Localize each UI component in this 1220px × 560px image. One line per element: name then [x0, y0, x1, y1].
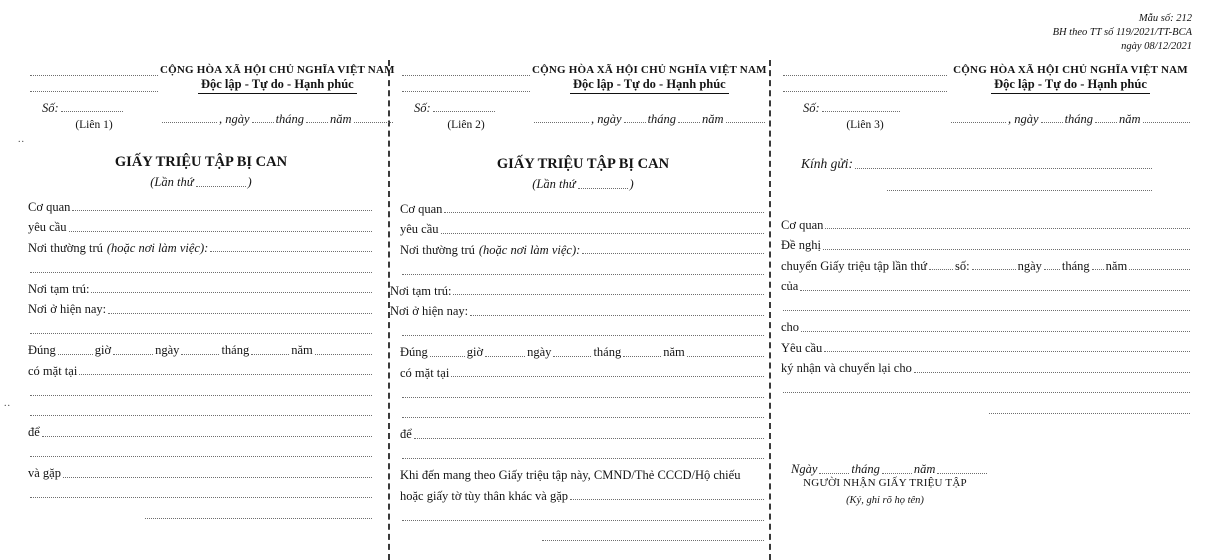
dotted-blank [914, 372, 1190, 373]
dotted-blank [485, 356, 525, 357]
so-line [400, 95, 532, 116]
dotted-blank [1092, 269, 1104, 270]
dotted-blank [42, 436, 372, 437]
field-label: Đúng [400, 345, 428, 359]
header-right [532, 62, 767, 142]
date-line [532, 106, 767, 127]
blank-line-indented [143, 502, 374, 523]
dotted-blank [1044, 269, 1060, 270]
dotted-blank [783, 310, 1190, 311]
dotted-blank [451, 376, 764, 377]
dotted-blank [801, 331, 1190, 332]
field-label: số: [954, 258, 970, 273]
field-label: ngày [155, 343, 180, 357]
dotted-blank [402, 397, 764, 398]
field-label: yêu cầu [400, 222, 439, 236]
field-label: Nơi tạm trú: [28, 281, 90, 296]
lan-thu-label: (Lần thứ [150, 175, 194, 189]
copy-column-2 [390, 62, 767, 545]
dotted-blank [252, 122, 274, 123]
bring-note-line-1 [400, 463, 766, 484]
dotted-blank [824, 351, 1190, 352]
header-right [949, 62, 1192, 142]
field-label: của [781, 279, 799, 293]
field-label-note: (hoặc nơi làm việc): [106, 240, 209, 255]
date-line [160, 106, 395, 127]
dotted-blank [30, 395, 372, 396]
blank-line [400, 381, 766, 402]
header-right [160, 62, 395, 142]
dotted-blank [678, 122, 700, 123]
blank-line [28, 317, 374, 338]
field-co-mat-tai [28, 358, 374, 379]
dotted-blank [402, 75, 530, 76]
national-title: CỘNG HÒA XÃ HỘI CHỦ NGHĨA VIỆT NAM [532, 64, 767, 76]
dotted-blank [30, 91, 158, 92]
date-word-thang: tháng [647, 111, 677, 126]
field-label: năm [663, 345, 685, 359]
field-label: để [28, 425, 40, 439]
field-co-quan [400, 196, 766, 217]
field-label: tháng [1061, 258, 1090, 273]
field-noi-o-hien-nay [390, 299, 766, 320]
header-left [28, 62, 160, 142]
field-va-gap [28, 461, 374, 482]
dotted-blank [402, 91, 530, 92]
copy-label: (Liên 3) [846, 118, 884, 131]
form-meta-block [1053, 12, 1192, 54]
blank-line [28, 256, 374, 277]
so-line [781, 95, 949, 116]
field-label: và gặp [28, 466, 61, 480]
dotted-blank [354, 122, 393, 123]
copy-label: (Liên 2) [447, 118, 485, 131]
so-label: Số: [803, 100, 820, 115]
dotted-blank [542, 540, 764, 541]
field-chuyen-line [781, 253, 1192, 274]
date-word-thang: tháng [275, 111, 305, 126]
field-label: Kính gửi: [801, 156, 853, 171]
header-left [781, 62, 949, 142]
field-label: chuyển Giấy triệu tập lần thứ [781, 258, 927, 273]
dotted-blank [624, 122, 646, 123]
dotted-blank [1095, 122, 1117, 123]
dotted-blank [63, 477, 372, 478]
copy-label: (Liên 1) [75, 118, 113, 131]
dotted-blank [196, 186, 246, 187]
header-block [28, 62, 395, 142]
dotted-blank [30, 272, 372, 273]
dotted-blank [145, 518, 372, 519]
field-de [400, 422, 766, 443]
signature-date-line [791, 455, 979, 477]
dotted-blank [882, 473, 912, 474]
header-block [781, 62, 1192, 142]
fields-block [390, 196, 766, 545]
field-label: Nơi ở hiện nay: [390, 304, 469, 318]
dotted-blank [430, 356, 465, 357]
form-issue-date: ngày 08/12/2021 [1121, 40, 1192, 52]
dotted-blank [855, 168, 1152, 169]
national-motto: Độc lập - Tự do - Hạnh phúc [991, 77, 1150, 94]
national-title: CỘNG HÒA XÃ HỘI CHỦ NGHĨA VIỆT NAM [953, 64, 1188, 76]
field-yeu-cau [781, 335, 1192, 356]
national-motto: Độc lập - Tự do - Hạnh phúc [198, 77, 357, 94]
date-word-nam: năm [330, 111, 352, 126]
field-label: Ngày [791, 462, 818, 476]
stray-mark: .. [18, 134, 25, 145]
field-label: năm [1105, 258, 1128, 273]
so-label: Số: [42, 100, 59, 115]
dotted-blank [72, 210, 372, 211]
dotted-blank [30, 333, 372, 334]
dotted-blank [30, 415, 372, 416]
dotted-blank [623, 356, 661, 357]
dotted-blank [181, 354, 219, 355]
blank-line [400, 319, 766, 340]
date-word-nam: năm [702, 111, 724, 126]
blank-line [400, 258, 766, 279]
field-kinh-gui [801, 150, 1154, 172]
copy-column-3 [781, 62, 1192, 510]
date-word-ngay: , ngày [1008, 111, 1039, 126]
date-line [949, 106, 1192, 127]
field-noi-o-hien-nay [28, 297, 374, 318]
field-label: ngày [1017, 258, 1042, 273]
date-word-nam: năm [1119, 111, 1141, 126]
field-label: tháng [851, 462, 880, 476]
field-yeu-cau [28, 215, 374, 236]
form-circular: BH theo TT số 119/2021/TT-BCA [1052, 26, 1192, 38]
field-co-mat-tai [400, 360, 766, 381]
dotted-blank [951, 122, 1006, 123]
dotted-blank [822, 111, 900, 112]
dotted-blank [570, 499, 764, 500]
dotted-blank [441, 233, 764, 234]
field-noi-tam-tru [28, 276, 374, 297]
dotted-blank [972, 269, 1016, 270]
blank-line-indented [885, 172, 1154, 194]
dotted-blank [433, 111, 495, 112]
blank-line [781, 376, 1192, 397]
field-noi-thuong-tru [400, 237, 766, 258]
fields-block [28, 194, 374, 522]
dotted-blank [402, 335, 764, 336]
field-label: giờ [466, 345, 484, 359]
date-word-ngay: , ngày [591, 111, 622, 126]
dotted-blank [687, 356, 764, 357]
field-noi-thuong-tru [28, 235, 374, 256]
field-label: yêu cầu [28, 220, 67, 234]
bring-note-line-2 [400, 483, 766, 504]
date-word-thang: tháng [1064, 111, 1094, 126]
date-word-ngay: , ngày [219, 111, 250, 126]
fields-block [781, 212, 1192, 417]
column-separator [769, 60, 771, 560]
field-de-nghi [781, 233, 1192, 254]
field-co-quan [28, 194, 374, 215]
form-title: GIẤY TRIỆU TẬP BỊ CAN [496, 156, 670, 172]
dotted-blank [1143, 122, 1190, 123]
national-title: CỘNG HÒA XÃ HỘI CHỦ NGHĨA VIỆT NAM [160, 64, 395, 76]
blank-line [28, 379, 374, 400]
dotted-blank [444, 212, 764, 213]
field-label: có mặt tại [400, 365, 450, 380]
dotted-blank [402, 458, 764, 459]
blank-line [28, 399, 374, 420]
national-motto: Độc lập - Tự do - Hạnh phúc [570, 77, 729, 94]
dotted-blank [1129, 269, 1190, 270]
lan-thu-label: (Lần thứ [532, 177, 576, 191]
dotted-blank [929, 269, 953, 270]
dotted-blank [414, 438, 764, 439]
field-time-line [400, 340, 766, 361]
lan-thu-line [28, 172, 374, 190]
field-label: Nơi tạm trú: [390, 283, 452, 298]
dotted-blank [887, 190, 1152, 191]
dotted-blank [823, 249, 1190, 250]
dotted-blank [726, 122, 765, 123]
field-label: giờ [94, 343, 112, 357]
dotted-blank [783, 392, 1190, 393]
signer-instruction: (Ký, ghi rõ họ tên) [846, 495, 924, 506]
field-label: có mặt tại [28, 363, 78, 378]
dotted-blank [69, 231, 372, 232]
field-label: Nơi thường trú [400, 242, 475, 257]
dotted-blank [30, 456, 372, 457]
dotted-blank [989, 413, 1190, 414]
field-label: ngày [527, 345, 552, 359]
blank-line [400, 504, 766, 525]
field-label: để [400, 427, 412, 441]
header-block [400, 62, 766, 142]
header-left [400, 62, 532, 142]
dotted-blank [534, 122, 589, 123]
field-label: năm [913, 462, 936, 476]
field-label: Cơ quan [781, 217, 824, 232]
lan-thu-line [400, 174, 766, 192]
field-label: Nơi thường trú [28, 240, 103, 255]
dotted-blank [553, 356, 591, 357]
dotted-blank [58, 354, 93, 355]
dotted-blank [402, 520, 764, 521]
dotted-blank [108, 313, 372, 314]
dotted-blank [783, 75, 947, 76]
note-text: hoặc giấy tờ tùy thân khác và gặp [400, 488, 569, 503]
dotted-blank [783, 91, 947, 92]
dotted-blank [30, 497, 372, 498]
note-text: Khi đến mang theo Giấy triệu tập này, CMND/Thẻ CCCD/Hộ chiếu [400, 468, 741, 482]
field-de [28, 420, 374, 441]
field-time-line [28, 338, 374, 359]
kinh-gui-block [781, 150, 1192, 194]
dotted-blank [315, 354, 372, 355]
field-co-quan [781, 212, 1192, 233]
dotted-blank [937, 473, 987, 474]
signer-title: NGƯỜI NHẬN GIẤY TRIỆU TẬP [803, 477, 967, 489]
blank-line [400, 401, 766, 422]
field-label: tháng [221, 343, 250, 357]
dotted-blank [61, 111, 123, 112]
field-ky-nhan [781, 356, 1192, 377]
dotted-blank [251, 354, 289, 355]
dotted-blank [210, 251, 372, 252]
field-label: Cơ quan [400, 201, 443, 216]
dotted-blank [582, 253, 764, 254]
field-label: Đề nghị [781, 238, 821, 252]
blank-line-indented [987, 397, 1192, 418]
field-noi-tam-tru [390, 278, 766, 299]
so-label: Số: [414, 100, 431, 115]
field-label: Cơ quan [28, 199, 71, 214]
dotted-blank [91, 292, 372, 293]
field-label: ký nhận và chuyển lại cho [781, 361, 912, 375]
lan-thu-close: ) [629, 177, 634, 191]
field-label-note: (hoặc nơi làm việc): [478, 242, 581, 257]
blank-line [400, 442, 766, 463]
dotted-blank [402, 274, 764, 275]
dotted-blank [825, 228, 1190, 229]
field-cua [781, 274, 1192, 295]
blank-line [28, 440, 374, 461]
signature-block [791, 455, 979, 510]
field-label: tháng [593, 345, 622, 359]
field-label: Nơi ở hiện nay: [28, 302, 107, 316]
dotted-blank [306, 122, 328, 123]
field-label: cho [781, 320, 800, 334]
dotted-blank [113, 354, 153, 355]
dotted-blank [1041, 122, 1063, 123]
dotted-blank [578, 188, 628, 189]
so-line [28, 95, 160, 116]
form-title: GIẤY TRIỆU TẬP BỊ CAN [114, 154, 288, 170]
blank-line [28, 481, 374, 502]
copy-column-1 [28, 62, 395, 522]
dotted-blank [453, 294, 764, 295]
field-label: Đúng [28, 343, 56, 357]
dotted-blank [819, 473, 849, 474]
stray-mark: .. [4, 398, 11, 409]
dotted-blank [470, 315, 764, 316]
field-label: Yêu cầu [781, 340, 823, 355]
field-cho [781, 315, 1192, 336]
field-label: năm [291, 343, 313, 357]
lan-thu-close: ) [247, 175, 252, 189]
dotted-blank [79, 374, 372, 375]
blank-line [781, 294, 1192, 315]
field-yeu-cau [400, 217, 766, 238]
dotted-blank [162, 122, 217, 123]
blank-line-indented [540, 524, 766, 545]
dotted-blank [800, 290, 1190, 291]
dotted-blank [402, 417, 764, 418]
form-number: Mẫu số: 212 [1138, 13, 1192, 24]
dotted-blank [30, 75, 158, 76]
